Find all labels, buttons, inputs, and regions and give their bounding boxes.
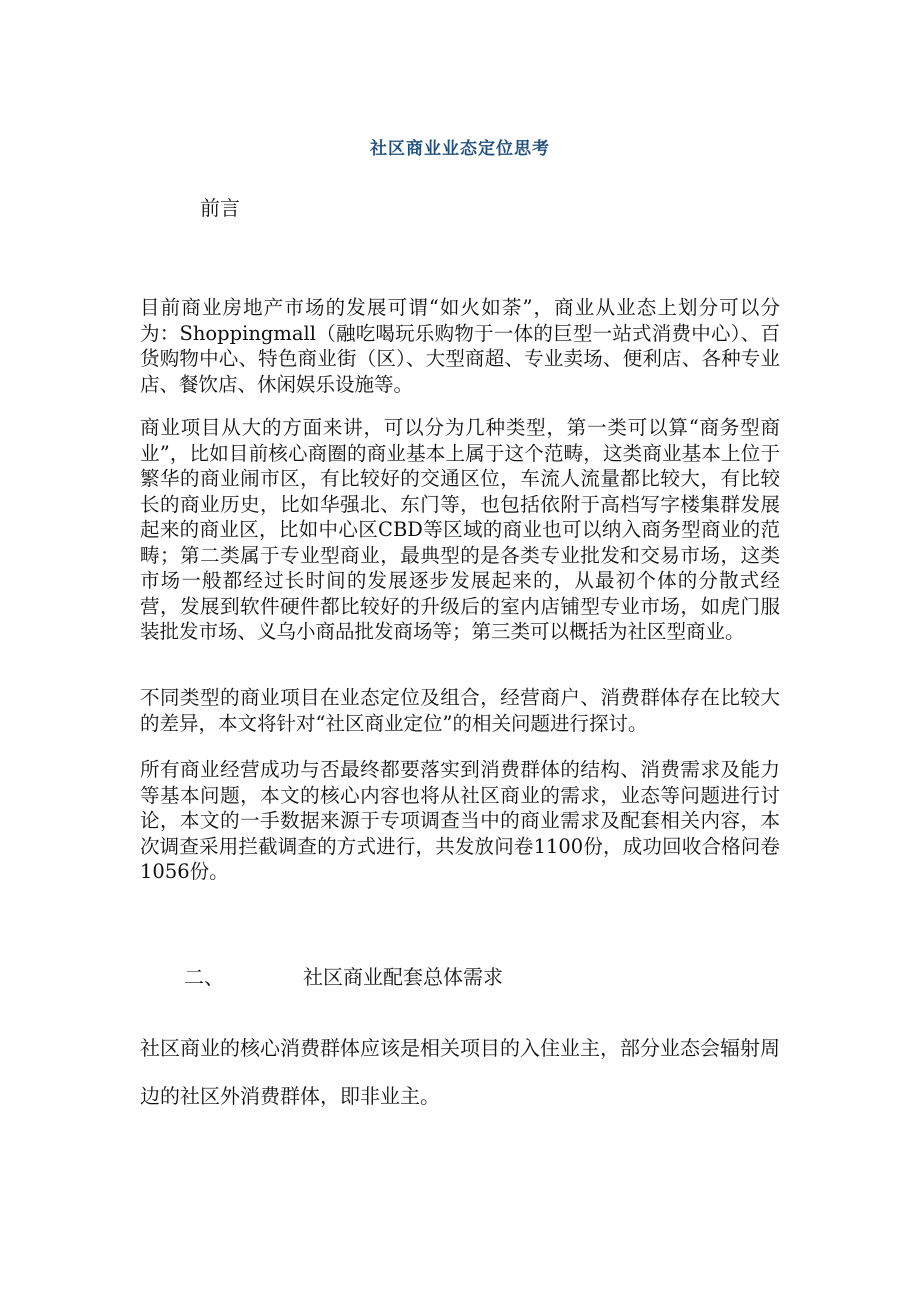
body-paragraph-1: 目前商业房地产市场的发展可谓“如火如荼”，商业从业态上划分可以分为：Shoppingmall（融吃喝玩乐购物于一体的巨型一站式消费中心）、百货购物中心、特色商业街（区）、大型商超、专业卖场、便利店、各种专业店、餐饮店、休闲娱乐设施等。	[140, 296, 780, 396]
section-heading: 社区商业配套总体需求	[303, 965, 503, 989]
section-paragraph: 社区商业的核心消费群体应该是相关项目的入住业主，部分业态会辐射周边的社区外消费群体，即非业主。	[140, 1036, 780, 1108]
body-paragraph-3: 不同类型的商业项目在业态定位及组合，经营商户、消费群体存在比较大的差异，本文将针对“社区商业定位”的相关问题进行探讨。	[140, 686, 780, 735]
document-title: 社区商业业态定位思考	[370, 139, 550, 159]
preface-heading: 前言	[200, 196, 240, 220]
section-number: 二、	[184, 965, 224, 989]
body-paragraph-4: 所有商业经营成功与否最终都要落实到消费群体的结构、消费需求及能力等基本问题，本文的核心内容也将从社区商业的需求，业态等问题进行讨论，本文的一手数据来源于专项调查当中的商业需求及配套相关内容，本次调查采用拦截调查的方式进行，共发放问卷1100份，成功回收合格问卷1056份。	[140, 758, 780, 883]
body-paragraph-2: 商业项目从大的方面来讲，可以分为几种类型，第一类可以算“商务型商业”，比如目前核心商圈的商业基本上属于这个范畴，这类商业基本上位于繁华的商业闹市区，有比较好的交通区位，车流人流量都比较大，有比较长的商业历史，比如华强北、东门等，也包括依附于高档写字楼集群发展起来的商业区，比如中心区CBD等区域的商业也可以纳入商务型商业的范畴；第二类属于专业型商业，最典型的是各类专业批发和交易市场，这类市场一般都经过长时间的发展逐步发展起来的，从最初个体的分散式经营，发展到软件硬件都比较好的升级后的室内店铺型专业市场，如虎门服装批发市场、义乌小商品批发商场等；第三类可以概括为社区型商业。	[140, 416, 780, 643]
